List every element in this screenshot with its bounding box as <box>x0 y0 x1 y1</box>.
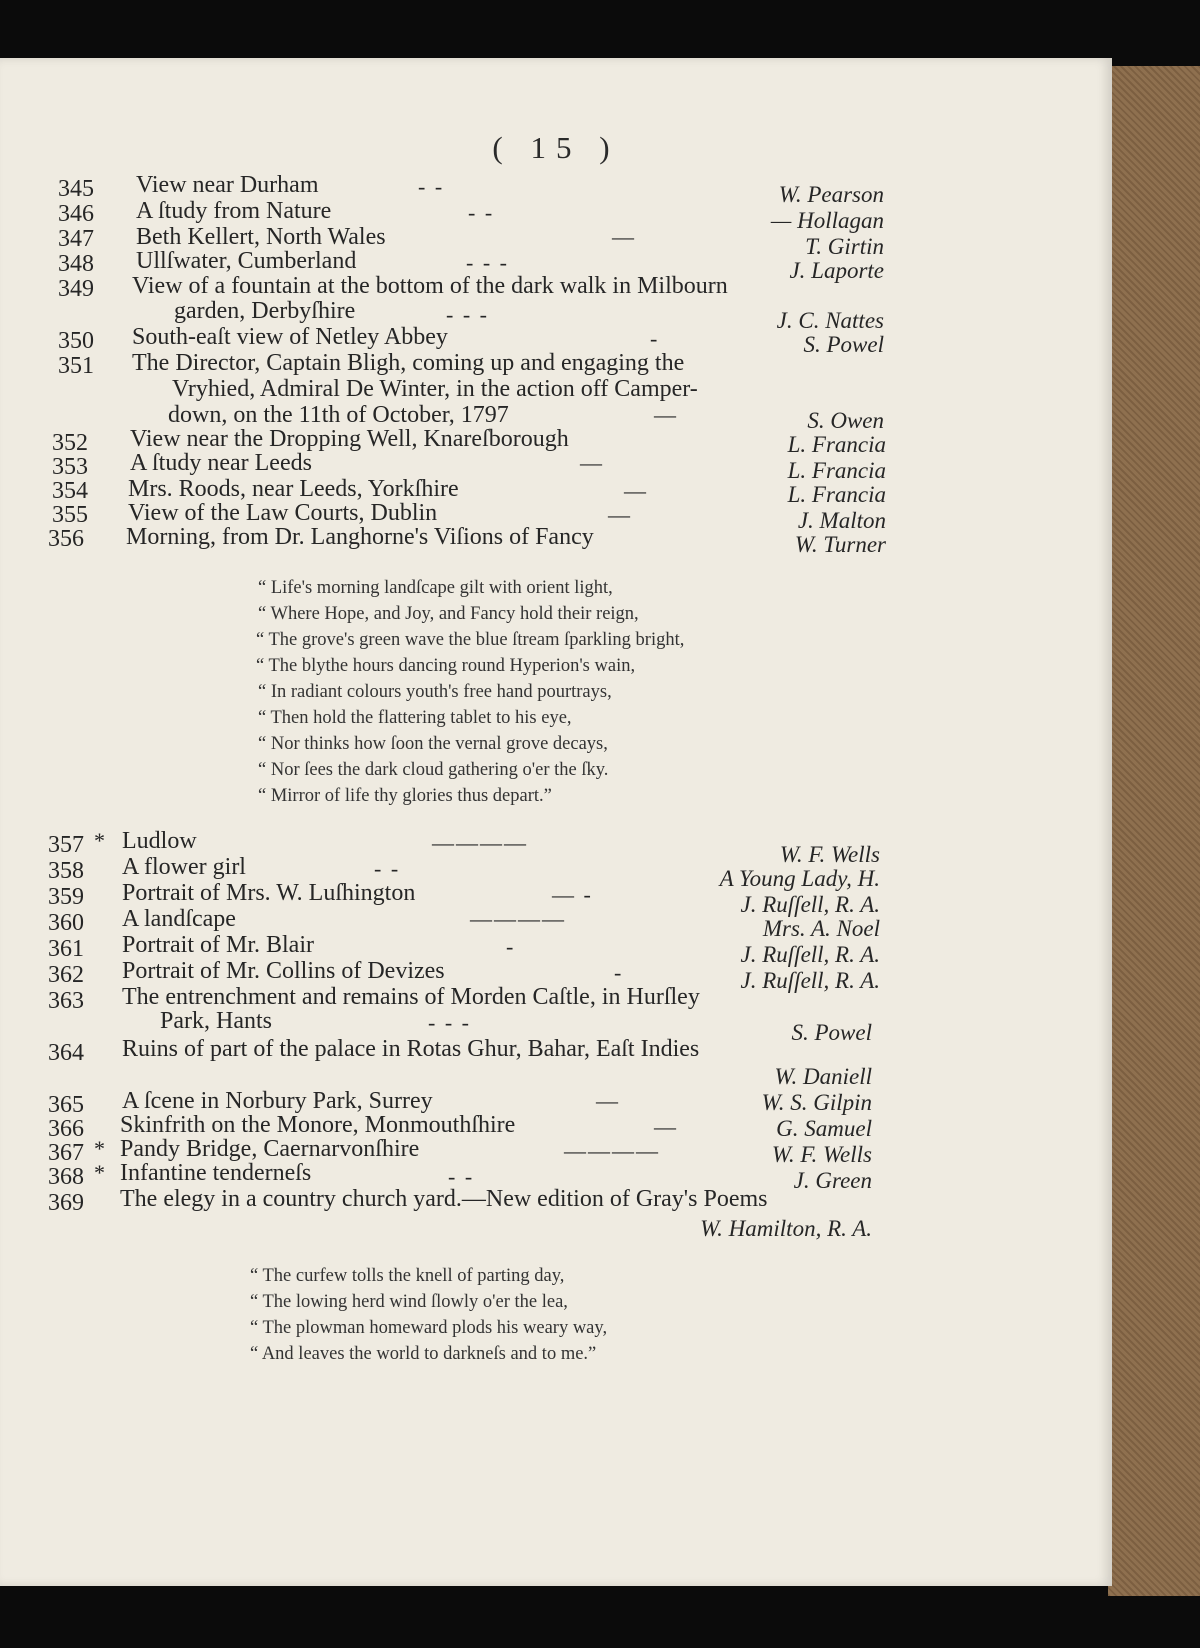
entry-title: View of the Law Courts, Dublin <box>128 500 438 526</box>
entry-artist: W. Turner <box>794 532 886 557</box>
entry-number: 362 <box>48 962 84 988</box>
verse-line: “ The lowing herd wind ſlowly o'er the lea, <box>250 1292 568 1312</box>
entry-title: Ludlow <box>122 828 197 854</box>
verse-line: “ And leaves the world to darkneſs and to me.” <box>250 1344 597 1364</box>
entry-number: 356 <box>48 526 84 552</box>
entry-title: Infantine tenderneſs <box>120 1160 312 1186</box>
entry-dash: — <box>596 1088 620 1113</box>
entry-title: Portrait of Mrs. W. Luſhington <box>122 880 416 906</box>
entry-number: 365 <box>48 1092 84 1118</box>
entry-artist: J. Ruſſell, R. A. <box>740 892 880 917</box>
entry-number: 353 <box>52 454 88 480</box>
entry-title-continued: Park, Hants <box>160 1008 272 1034</box>
entry-number: 364 <box>48 1040 84 1066</box>
entry-number: 350 <box>58 328 94 354</box>
entry-artist: W. S. Gilpin <box>761 1090 872 1115</box>
verse-line: “ In radiant colours youth's free hand pourtrays, <box>258 682 612 702</box>
entry-title: A ſtudy from Nature <box>136 198 332 224</box>
entry-artist: W. Pearson <box>778 182 884 207</box>
entry-artist: L. Francia <box>787 482 886 507</box>
entry-dash: - - <box>468 200 495 225</box>
entry-title: View near Durham <box>136 172 319 198</box>
entry-number: 351 <box>58 353 94 379</box>
entry-artist: J. Laporte <box>789 258 884 283</box>
verse-line: “ Then hold the flattering tablet to his eye, <box>258 708 572 728</box>
entry-title: The Director, Captain Bligh, coming up and engaging the <box>132 350 685 376</box>
entry-title: Ruins of part of the palace in Rotas Ghur, Bahar, Eaſt Indies <box>122 1036 700 1062</box>
entry-artist: Mrs. A. Noel <box>762 916 880 941</box>
entry-artist: W. F. Wells <box>771 1142 872 1167</box>
verse-line: “ The grove's green wave the blue ſtream ſparkling bright, <box>256 630 685 650</box>
entry-dash: — <box>654 1114 678 1139</box>
entry-dash: ———— <box>470 906 566 931</box>
entry-number: 346 <box>58 201 94 227</box>
entry-number: 367 <box>48 1140 84 1166</box>
verse-line: “ The curfew tolls the knell of parting day, <box>250 1266 565 1286</box>
verse-line: “ The blythe hours dancing round Hyperion's wain, <box>256 656 636 676</box>
entry-title: A ſtudy near Leeds <box>130 450 312 476</box>
entry-artist: L. Francia <box>787 458 886 483</box>
entry-number: 357 <box>48 832 84 858</box>
entry-dash: - <box>506 934 516 959</box>
verse-line: “ Where Hope, and Joy, and Fancy hold their reign, <box>258 604 639 624</box>
entry-dash: — <box>608 502 632 527</box>
entry-title: Beth Kellert, North Wales <box>136 224 386 250</box>
entry-dash: - <box>650 326 660 351</box>
entry-title-continued: down, on the 11th of October, 1797 <box>168 402 509 428</box>
entry-artist: W. Daniell <box>774 1064 872 1089</box>
entry-artist: L. Francia <box>787 432 886 457</box>
entry-title: Mrs. Roods, near Leeds, Yorkſhire <box>128 476 459 502</box>
entry-number: 345 <box>58 176 94 202</box>
entry-title: A ſcene in Norbury Park, Surrey <box>122 1088 433 1114</box>
entry-artist: S. Powel <box>791 1020 872 1045</box>
verse-line: “ Nor thinks how ſoon the vernal grove decays, <box>258 734 608 754</box>
catalogue-page <box>0 58 1112 1586</box>
entry-title: Pandy Bridge, Caernarvonſhire <box>120 1136 420 1162</box>
entry-star: * <box>94 1160 105 1185</box>
verse-line: “ Life's morning landſcape gilt with orient light, <box>258 578 613 598</box>
entry-artist: A Young Lady, H. <box>719 866 880 891</box>
entry-star: * <box>94 1136 105 1161</box>
entry-title: Skinfrith on the Monore, Monmouthſhire <box>120 1112 516 1138</box>
entry-title: A landſcape <box>122 906 236 932</box>
verse-line: “ Nor ſees the dark cloud gathering o'er the ſky. <box>258 760 609 780</box>
entry-dash: - - - <box>466 250 509 275</box>
verse-line: “ Mirror of life thy glories thus depart.” <box>258 786 552 806</box>
entry-dash: - - <box>374 856 401 881</box>
entry-number: 359 <box>48 884 84 910</box>
entry-dash: ———— <box>564 1138 660 1163</box>
entry-dash: — <box>580 450 604 475</box>
entry-number: 363 <box>48 988 84 1014</box>
entry-artist: W. Hamilton, R. A. <box>700 1216 872 1241</box>
entry-artist: T. Girtin <box>805 234 884 259</box>
entry-title: A flower girl <box>122 854 246 880</box>
entry-number: 360 <box>48 910 84 936</box>
entry-star: * <box>94 828 105 853</box>
entry-title: View near the Dropping Well, Knareſborough <box>130 426 569 452</box>
entry-dash: — <box>624 478 648 503</box>
entry-number: 349 <box>58 276 94 302</box>
entry-artist: W. F. Wells <box>779 842 880 867</box>
entry-artist: J. Green <box>793 1168 872 1193</box>
entry-dash: - - - <box>428 1010 471 1035</box>
entry-number: 354 <box>52 478 88 504</box>
entry-artist: G. Samuel <box>776 1116 872 1141</box>
entry-number: 369 <box>48 1190 84 1216</box>
entry-title: The elegy in a country church yard.—New edition of Gray's Poems <box>120 1186 768 1212</box>
entry-artist: J. Ruſſell, R. A. <box>740 968 880 993</box>
book-spine <box>1108 66 1200 1596</box>
verse-line: “ The plowman homeward plods his weary way, <box>250 1318 608 1338</box>
entry-title: Portrait of Mr. Collins of Devizes <box>122 958 445 984</box>
entry-title-continued: Vryhied, Admiral De Winter, in the action off Camper- <box>172 376 698 402</box>
entry-title: The entrenchment and remains of Morden Caſtle, in Hurſley <box>122 984 700 1010</box>
entry-dash: — <box>612 224 636 249</box>
entry-dash: - - <box>448 1164 475 1189</box>
entry-dash: ———— <box>432 830 528 855</box>
entry-dash: — <box>654 402 678 427</box>
entry-number: 368 <box>48 1164 84 1190</box>
entry-number: 352 <box>52 430 88 456</box>
entry-artist: J. Ruſſell, R. A. <box>740 942 880 967</box>
entry-number: 348 <box>58 251 94 277</box>
entry-number: 347 <box>58 226 94 252</box>
entry-title: Morning, from Dr. Langhorne's Viſions of Fancy <box>126 524 594 550</box>
entry-title: Portrait of Mr. Blair <box>122 932 314 958</box>
entry-dash: - - <box>418 174 445 199</box>
entry-title: South-eaſt view of Netley Abbey <box>132 324 448 350</box>
entry-artist: J. Malton <box>797 508 886 533</box>
entry-title: Ullſwater, Cumberland <box>136 248 357 274</box>
entry-number: 366 <box>48 1116 84 1142</box>
entry-dash: - <box>614 960 624 985</box>
entry-number: 355 <box>52 502 88 528</box>
entry-artist: — Hollagan <box>770 208 884 233</box>
entry-artist: S. Owen <box>807 408 884 433</box>
page-number: ( 15 ) <box>492 130 620 165</box>
entry-dash: - - - <box>446 302 489 327</box>
entry-number: 358 <box>48 858 84 884</box>
entry-artist: S. Powel <box>803 332 884 357</box>
entry-number: 361 <box>48 936 84 962</box>
entry-artist: J. C. Nattes <box>776 308 884 333</box>
entry-title: View of a fountain at the bottom of the dark walk in Milbourn <box>132 273 728 299</box>
entry-title-continued: garden, Derbyſhire <box>174 298 356 324</box>
entry-dash: — - <box>552 882 593 907</box>
